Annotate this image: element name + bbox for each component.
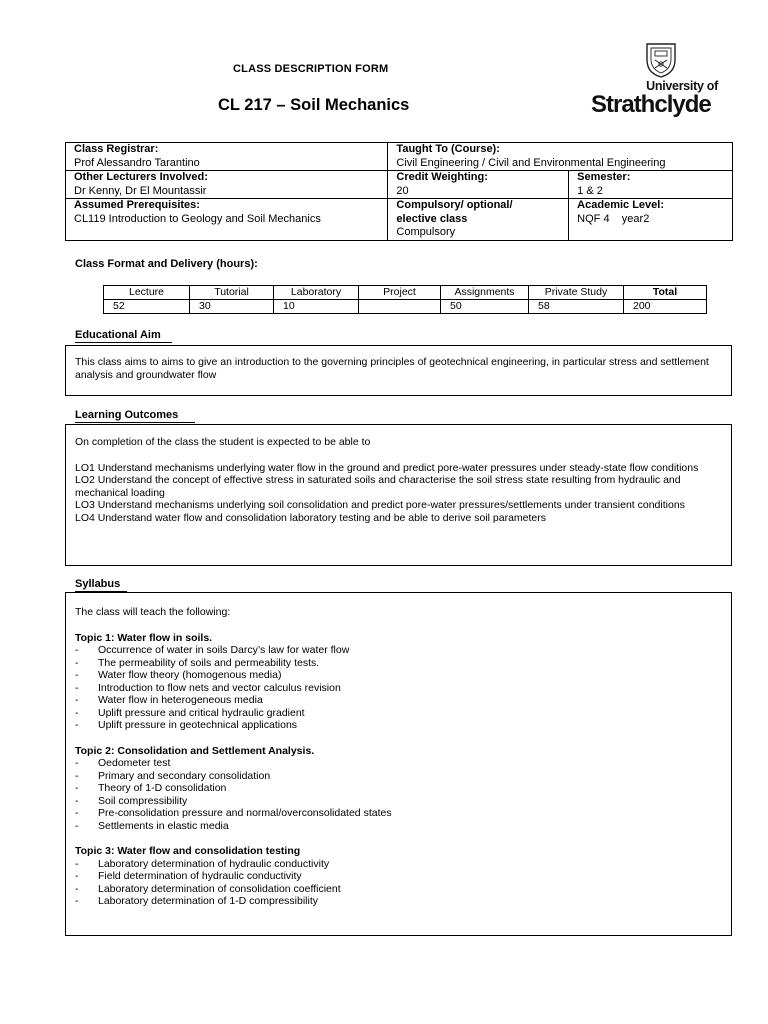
prerequisites-label: Assumed Prerequisites: (74, 199, 200, 211)
educational-aim-box (65, 345, 732, 396)
registrar-value: Prof Alessandro Tarantino (74, 156, 200, 169)
class-title: CL 217 – Soil Mechanics (218, 96, 410, 114)
registrar-cell (66, 143, 388, 171)
hours-value-row (104, 300, 707, 314)
hours-value-cell: 58 (529, 300, 624, 314)
hours-value-cell (359, 300, 441, 314)
compulsory-value: Compulsory (396, 226, 456, 238)
academic-level-cell (569, 199, 733, 241)
other-lecturers-cell (66, 171, 388, 199)
educational-aim-text: This class aims to aims to give an introduction to the governing principles of geotechnical engineering, in particular stress and settlement analysis and groundwater flow (75, 356, 709, 381)
taught-to-cell (388, 143, 733, 171)
educational-aim-heading: Educational Aim (75, 329, 161, 341)
syllabus-item: - Settlements in elastic media (75, 820, 722, 833)
learning-outcomes-intro: On completion of the class the student is expected to be able to (75, 436, 371, 448)
hours-header-row (104, 286, 707, 300)
syllabus-topic-title: Topic 3: Water flow and consolidation testing (75, 845, 301, 857)
syllabus-item: - Primary and secondary consolidation (75, 770, 722, 783)
hours-header-cell: Assignments (441, 286, 529, 300)
hours-header-cell: Project (359, 286, 441, 300)
registrar-label: Class Registrar: (74, 143, 159, 155)
logo-strathclyde: Strathclyde (591, 91, 711, 118)
compulsory-label-line1: Compulsory/ optional/ (396, 199, 513, 211)
syllabus-topic-title: Topic 1: Water flow in soils. (75, 631, 213, 644)
other-lecturers-label: Other Lecturers Involved: (74, 171, 208, 183)
taught-to-label: Taught To (Course): (396, 143, 500, 155)
syllabus-item: - Oedometer test (75, 757, 722, 770)
hours-header-cell: Laboratory (274, 286, 359, 300)
syllabus-item: - Introduction to flow nets and vector calculus revision (75, 682, 722, 695)
syllabus-item: - Laboratory determination of hydraulic conductivity (75, 858, 722, 871)
syllabus-item: - Uplift pressure in geotechnical applications (75, 719, 722, 732)
hours-value-cell: 10 (274, 300, 359, 314)
crest-icon (642, 42, 680, 78)
syllabus-topic-list (75, 858, 722, 908)
compulsory-cell (388, 199, 569, 241)
logo-university-of: University of (646, 79, 718, 93)
semester-cell (569, 171, 733, 199)
hours-value-cell: 200 (624, 300, 707, 314)
learning-outcomes-heading: Learning Outcomes (75, 409, 179, 421)
syllabus-box (65, 592, 732, 936)
hours-value-cell: 30 (190, 300, 274, 314)
form-label: CLASS DESCRIPTION FORM (233, 63, 389, 75)
syllabus-topic-list (75, 644, 722, 732)
hours-value-cell: 50 (441, 300, 529, 314)
syllabus-item: - Water flow in heterogeneous media (75, 694, 722, 707)
syllabus-item: - Pre-consolidation pressure and normal/overconsolidated states (75, 807, 722, 820)
educational-aim-underline (75, 342, 172, 343)
syllabus-item: - Occurrence of water in soils Darcy’s law for water flow (75, 644, 722, 657)
class-info-table (65, 142, 733, 241)
syllabus-intro: The class will teach the following: (75, 606, 231, 618)
taught-to-value: Civil Engineering / Civil and Environmental Engineering (396, 156, 666, 169)
university-logo (590, 42, 730, 122)
syllabus-item: - Soil compressibility (75, 795, 722, 808)
syllabus-heading: Syllabus (75, 578, 121, 590)
credit-weighting-value: 20 (396, 184, 409, 197)
syllabus-topic-title: Topic 2: Consolidation and Settlement Analysis. (75, 744, 315, 757)
learning-outcomes-underline (75, 422, 195, 423)
credit-weighting-label: Credit Weighting: (396, 171, 488, 183)
prerequisites-value: CL119 Introduction to Geology and Soil Mechanics (74, 212, 321, 225)
syllabus-item: - Theory of 1-D consolidation (75, 782, 722, 795)
other-lecturers-value: Dr Kenny, Dr El Mountassir (74, 184, 207, 197)
prerequisites-cell (66, 199, 388, 241)
syllabus-item: - Laboratory determination of 1-D compressibility (75, 895, 722, 908)
syllabus-item: - The permeability of soils and permeability tests. (75, 657, 722, 670)
syllabus-item: - Field determination of hydraulic conductivity (75, 870, 722, 883)
syllabus-item: - Laboratory determination of consolidation coefficient (75, 883, 722, 896)
compulsory-label-line2: elective class (396, 212, 468, 225)
credit-weighting-cell (388, 171, 569, 199)
semester-value: 1 & 2 (577, 184, 603, 197)
learning-outcome-item: LO4 Understand water flow and consolidation laboratory testing and be able to derive soil parameters (75, 511, 547, 524)
class-format-heading: Class Format and Delivery (hours): (75, 258, 258, 270)
academic-level-value: NQF 4 year2 (577, 212, 650, 225)
syllabus-item: - Water flow theory (homogenous media) (75, 669, 722, 682)
academic-level-label: Academic Level: (577, 199, 664, 211)
hours-table (103, 285, 707, 314)
learning-outcome-item: LO1 Understand mechanisms underlying water flow in the ground and predict pore-water pressures under steady-state flow conditions (75, 461, 699, 474)
syllabus-item: - Uplift pressure and critical hydraulic gradient (75, 707, 722, 720)
hours-value-cell: 52 (104, 300, 190, 314)
hours-header-cell: Tutorial (190, 286, 274, 300)
learning-outcome-item: LO3 Understand mechanisms underlying soil consolidation and predict pore-water pressures/settlements under transient conditions (75, 499, 685, 511)
learning-outcome-item: LO2 Understand the concept of effective stress in saturated soils and characterise the soil stress state resulting from hydraulic and mechanical loading (75, 474, 681, 499)
hours-header-cell: Private Study (529, 286, 624, 300)
syllabus-topic-list (75, 757, 722, 832)
hours-header-cell: Lecture (104, 286, 190, 300)
learning-outcomes-box (65, 424, 732, 566)
hours-header-cell: Total (624, 286, 707, 300)
semester-label: Semester: (577, 171, 631, 183)
